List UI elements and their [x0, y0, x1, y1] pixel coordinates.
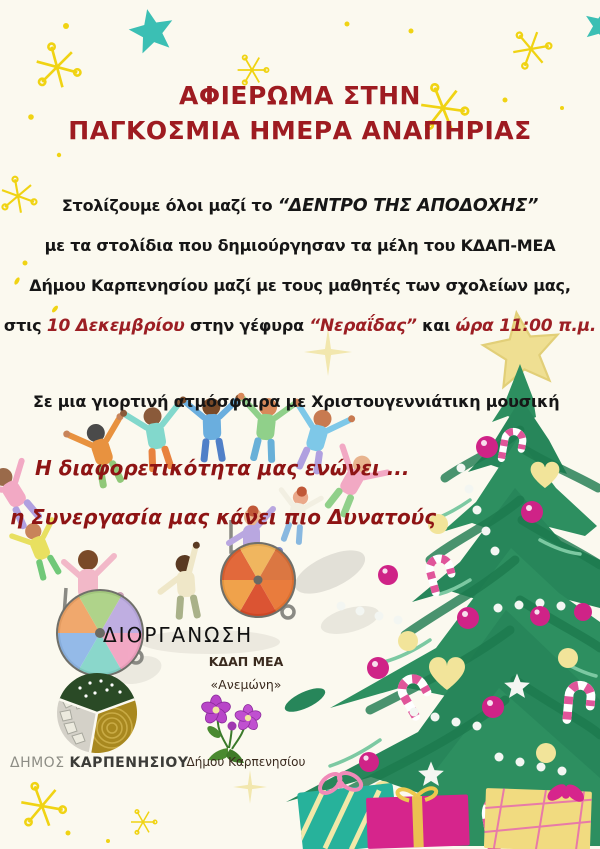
orange-wheel-icon — [222, 544, 294, 616]
kdap-name: ΚΔΑΠ ΜΕΑ — [208, 654, 284, 669]
invitation-line-2: με τα στολίδια που δημιούργησαν τα μέλη του ΚΔΑΠ-ΜΕΑ — [44, 236, 556, 255]
invitation-line-1 — [0, 186, 600, 226]
municipality-caption — [10, 755, 190, 771]
slogan-line-1: Η διαφορετικότητα μας ενώνει ... — [35, 456, 410, 480]
line4-word3: και — [416, 316, 456, 335]
line4-word2: στην γέφυρα — [184, 316, 310, 335]
poster-title — [0, 78, 600, 148]
municipality-word-1: ΔΗΜΟΣ — [10, 755, 70, 771]
invitation-line-3: Δήμου Καρπενησίου μαζί με τους μαθητές των σχολείων μας, — [29, 276, 571, 295]
kdap-municipality: Δήμου Καρπενησίου — [186, 755, 306, 769]
event-place: “Νεραΐδας” — [309, 316, 417, 336]
tree-of-acceptance-phrase: “ΔΕΝΤΡΟ ΤΗΣ ΑΠΟΔΟΧΗΣ” — [277, 196, 539, 216]
event-date: 10 Δεκεμβρίου — [46, 316, 185, 336]
invitation-line-1-prefix: Στολίζουμε όλοι μαζί το — [61, 196, 278, 215]
invitation-line-4 — [0, 306, 600, 346]
event-time: ώρα 11:00 π.μ. — [455, 316, 597, 336]
municipality-logo — [57, 673, 137, 753]
slogan-line-2: η Συνεργασία μας κάνει πιο Δυνατούς — [10, 505, 437, 529]
kdap-anemoni: «Ανεμώνη» — [210, 677, 282, 692]
title-line-1: ΑΦΙΕΡΩΜΑ ΣΤΗΝ — [179, 81, 421, 110]
invitation-text — [0, 186, 600, 346]
municipality-word-2: ΚΑΡΠΕΝΗΣΙΟΥ — [69, 755, 189, 771]
title-line-2: ΠΑΓΚΟΣΜΙΑ ΗΜΕΡΑ ΑΝΑΠΗΡΙΑΣ — [68, 116, 532, 145]
organizers-heading: ΔΙΟΡΓΑΝΩΣΗ — [103, 623, 254, 647]
anemone-flowers-logo — [200, 695, 262, 763]
line4-word1: στις — [3, 316, 47, 335]
atmosphere-line: Σε μια γιορτινή ατμόσφαιρα με Χριστουγεννιάτικη μουσική — [33, 392, 560, 411]
